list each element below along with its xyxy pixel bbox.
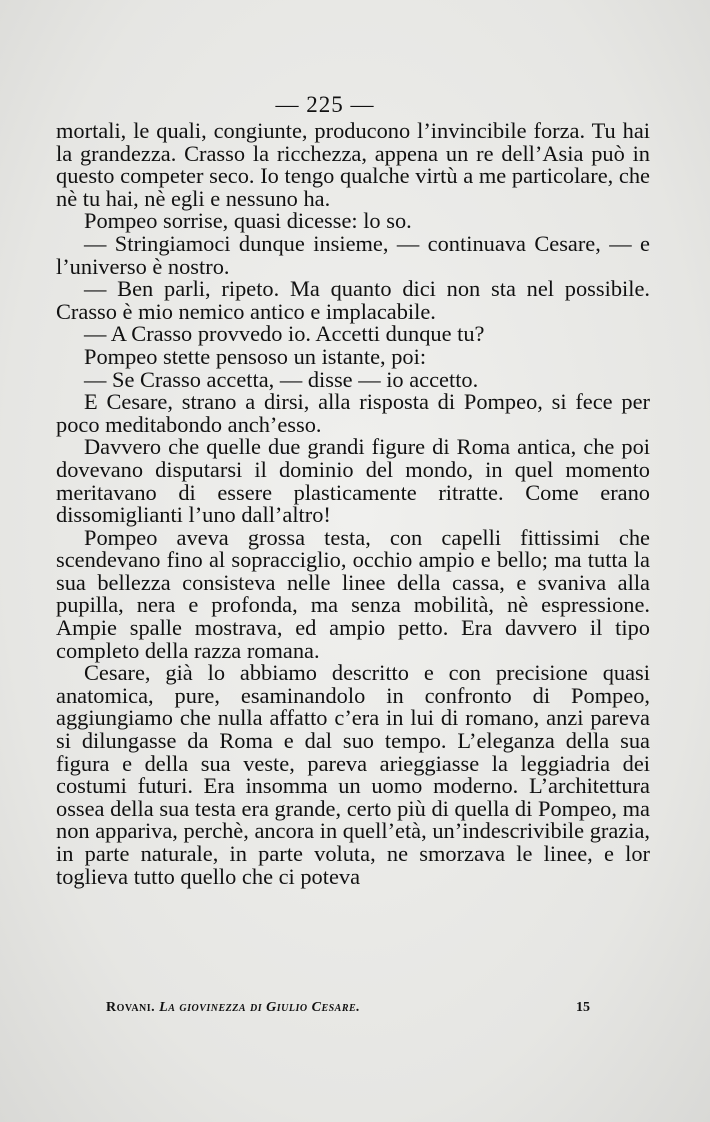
paragraph: Davvero che quelle due grandi figure di Roma antica, che poi dovevano disputarsi il dominio del mondo, in quel momento meritavano di essere plasticamente ritratte. Come erano dissomiglianti l’uno dall’altro! xyxy=(56,434,650,528)
paragraph: Pompeo stette pensoso un istante, poi: xyxy=(84,343,427,369)
paragraph: E Cesare, strano a dirsi, alla risposta di Pompeo, si fece per poco meditabondo anch’esso. xyxy=(56,389,650,437)
paragraph: Pompeo aveva grossa testa, con capelli fittissimi che scendevano fino al sopracciglio, occhio ampio e bello; ma tutta la sua bellezza consisteva nelle linee della cassa, e svaniva alla pupilla, nera e profonda, ma senza mobilità, nè espressione. Ampie spalle mostrava, ed ampio petto. Era davvero il tipo completo della razza romana. xyxy=(56,524,650,663)
paragraph: Pompeo sorrise, quasi dicesse: lo so. xyxy=(84,208,412,234)
paragraph: — A Crasso provvedo io. Accetti dunque tu? xyxy=(84,321,485,347)
page-number: — 225 — xyxy=(275,92,375,117)
footer-running-title xyxy=(106,1000,360,1016)
body-text xyxy=(56,120,650,888)
footer-author: Rovani. xyxy=(106,1000,156,1015)
paragraph: — Stringiamoci dunque insieme, — continuava Cesare, — e l’universo è nostro. xyxy=(56,230,650,279)
footer-signature-mark: 15 xyxy=(576,1000,590,1015)
paragraph: mortali, le quali, congiunte, producono l’invincibile forza. Tu hai la grandezza. Crasso la ricchezza, appena un re dell’Asia può in questo competer seco. Io tengo qualche virtù a me particolare, che nè tu hai, nè egli e nessuno ha. xyxy=(56,118,650,211)
paragraph: — Ben parli, ripeto. Ma quanto dici non sta nel possibile. Crasso è mio nemico antico e implacabile. xyxy=(56,276,650,324)
paragraph: Cesare, già lo abbiamo descritto e con precisione quasi anatomica, pure, esaminandolo in confronto di Pompeo, aggiungiamo che nulla affatto c’era in lui di romano, anzi pareva si dilungasse da Roma e dal suo tempo. L’eleganza della sua figura e della sua veste, pareva arieggiasse la leggiadria dei costumi futuri. Era insomma un uomo moderno. L’architettura ossea della sua testa era grande, certo più di quella di Pompeo, ma non appariva, perchè, ancora in quell’età, un’indescrivibile grazia, in parte naturale, in parte voluta, ne smorzava le linee, e lor toglieva tutto quello che ci poteva xyxy=(56,660,650,889)
paragraph: — Se Crasso accetta, — disse — io accetto. xyxy=(84,366,479,392)
footer-book-title: La giovinezza di Giulio Cesare. xyxy=(159,1000,361,1015)
